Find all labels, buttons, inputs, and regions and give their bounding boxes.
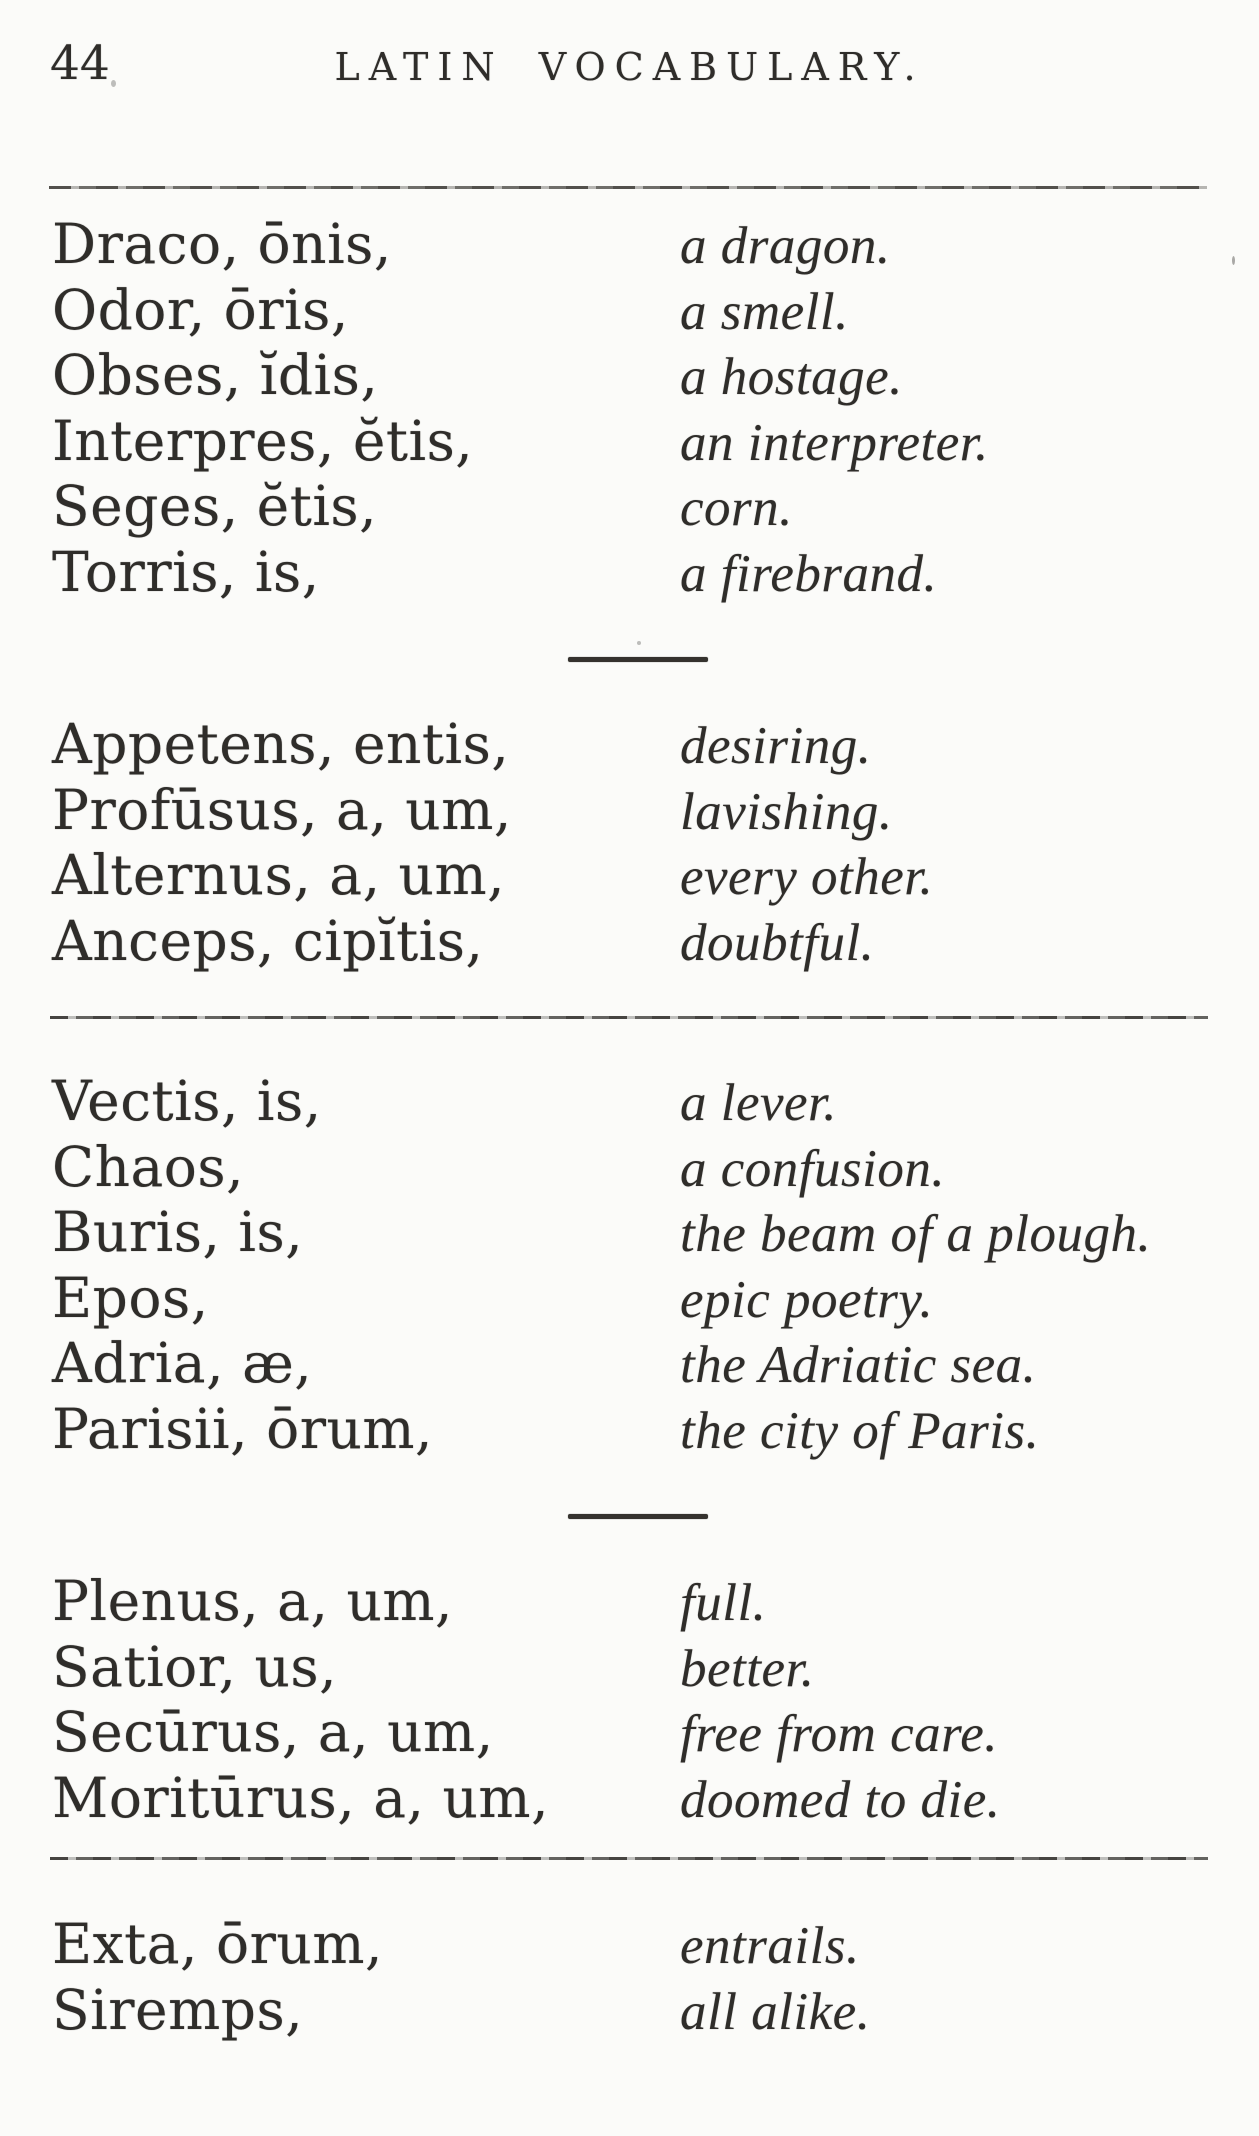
header-rule [49, 186, 1207, 189]
vocab-row [52, 540, 1212, 606]
english-translation: a hostage. [680, 348, 903, 406]
english-translation: corn. [680, 479, 793, 537]
latin-term: Vectis, is, [52, 1069, 322, 1133]
english-translation: the Adriatic sea. [680, 1336, 1037, 1394]
latin-term: Draco, ōnis, [52, 212, 392, 276]
vocab-group [52, 1069, 1212, 1462]
vocab-row [52, 712, 1212, 778]
vocab-row [52, 343, 1212, 409]
latin-term: Exta, ōrum, [52, 1912, 383, 1976]
latin-term: Chaos, [52, 1134, 245, 1199]
vocab-row [52, 1069, 1212, 1135]
latin-term: Torris, is, [52, 539, 320, 604]
vocab-row [52, 778, 1212, 844]
vocab-group [52, 1569, 1212, 1831]
english-translation: an interpreter. [680, 413, 989, 472]
section-divider-short [568, 657, 708, 662]
english-translation: all alike. [680, 1982, 871, 2041]
latin-term: Buris, is, [52, 1200, 304, 1264]
vocab-group [52, 712, 1212, 974]
english-translation: better. [680, 1639, 815, 1698]
vocab-group [52, 212, 1212, 605]
english-translation: the city of Paris. [680, 1401, 1040, 1460]
english-translation: a lever. [680, 1074, 838, 1132]
latin-term: Secūrus, a, um, [52, 1700, 494, 1764]
latin-term: Appetens, entis, [52, 712, 510, 776]
vocab-row [52, 1766, 1212, 1832]
vocab-list [52, 212, 1212, 2043]
vocab-row [52, 212, 1212, 278]
scan-speck [111, 80, 116, 87]
scan-speck [1232, 256, 1235, 265]
vocab-row [52, 1266, 1212, 1332]
english-translation: free from care. [680, 1705, 999, 1763]
latin-term: Seges, ĕtis, [52, 474, 378, 538]
vocab-row [52, 1331, 1212, 1397]
vocab-row [52, 1912, 1212, 1978]
latin-term: Anceps, cipĭtis, [52, 908, 484, 973]
page-title: LATIN VOCABULARY. [334, 45, 925, 89]
english-translation: doomed to die. [680, 1770, 1001, 1829]
english-translation: a smell. [680, 282, 849, 341]
vocab-row [52, 843, 1212, 909]
english-translation: doubtful. [680, 913, 875, 972]
latin-term: Adria, æ, [52, 1331, 313, 1395]
section-rule [50, 1857, 1208, 1860]
page-number: 44 [50, 36, 110, 91]
section-divider-short [568, 1514, 708, 1519]
vocab-row [52, 1569, 1212, 1635]
vocab-row [52, 1200, 1212, 1266]
vocab-row [52, 278, 1212, 344]
latin-term: Satior, us, [52, 1634, 338, 1699]
section-rule [50, 1016, 1208, 1019]
english-translation: a dragon. [680, 217, 891, 275]
english-translation: lavishing. [680, 782, 893, 841]
vocab-row [52, 1635, 1212, 1701]
latin-term: Siremps, [52, 1977, 304, 2042]
english-translation: every other. [680, 848, 934, 906]
english-translation: desiring. [680, 717, 872, 775]
latin-term: Epos, [52, 1265, 209, 1330]
english-translation: a confusion. [680, 1139, 946, 1198]
english-translation: entrails. [680, 1917, 860, 1975]
latin-term: Alternus, a, um, [52, 843, 506, 907]
vocab-group [52, 1912, 1212, 2043]
vocab-row [52, 909, 1212, 975]
vocab-row [52, 1397, 1212, 1463]
latin-term: Obses, ĭdis, [52, 343, 379, 407]
vocab-row [52, 1135, 1212, 1201]
vocab-row [52, 1978, 1212, 2044]
english-translation: a firebrand. [680, 544, 938, 603]
vocab-row [52, 409, 1212, 475]
latin-term: Profūsus, a, um, [52, 777, 512, 842]
latin-term: Plenus, a, um, [52, 1569, 453, 1633]
latin-term: Parisii, ōrum, [52, 1396, 434, 1461]
vocab-row [52, 1700, 1212, 1766]
latin-term: Interpres, ĕtis, [52, 408, 474, 473]
latin-term: Odor, ōris, [52, 277, 349, 342]
english-translation: full. [680, 1574, 767, 1632]
vocab-row [52, 474, 1212, 540]
latin-term: Moritūrus, a, um, [52, 1765, 550, 1830]
english-translation: epic poetry. [680, 1270, 934, 1329]
english-translation: the beam of a plough. [680, 1205, 1152, 1263]
